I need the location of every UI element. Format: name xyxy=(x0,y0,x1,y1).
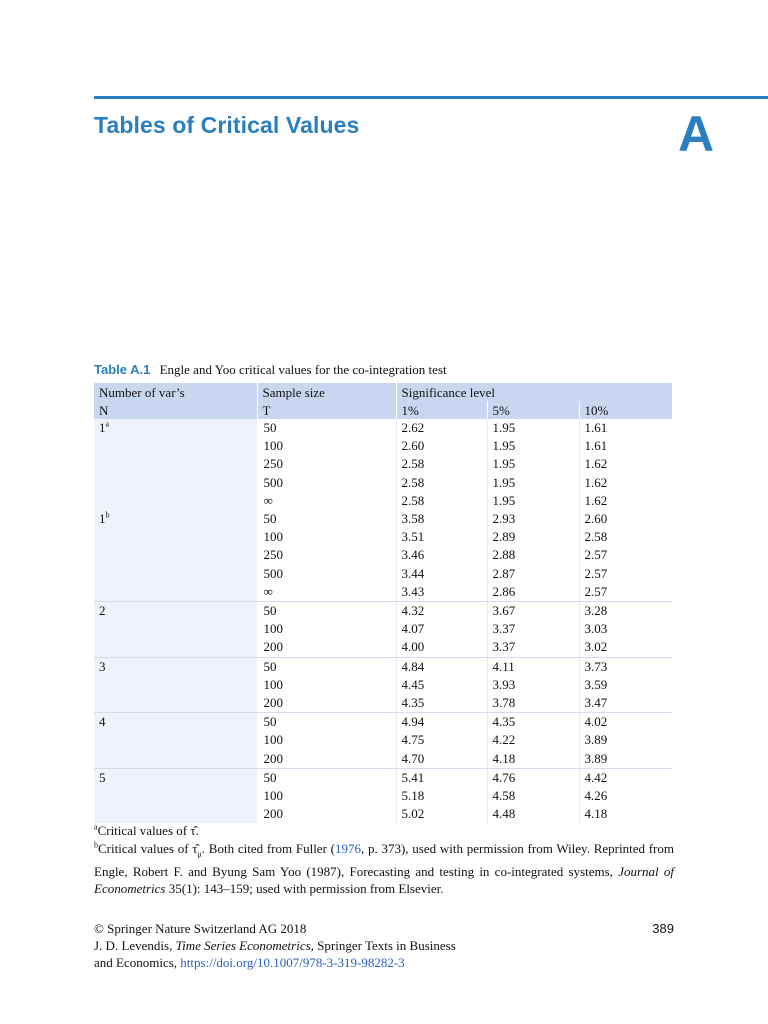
cell-10pct: 4.42 xyxy=(579,768,672,787)
cell-1pct: 2.60 xyxy=(396,437,487,455)
cell-1pct: 4.07 xyxy=(396,620,487,638)
table-caption-label: Table A.1 xyxy=(94,362,151,377)
cell-5pct: 1.95 xyxy=(487,492,579,510)
cell-t: 50 xyxy=(263,714,277,730)
page-footer xyxy=(94,920,674,971)
cell-10pct: 1.62 xyxy=(579,492,672,510)
cell-1pct: 4.84 xyxy=(396,657,487,676)
cell-n-empty xyxy=(94,546,257,564)
cell-1pct: 5.18 xyxy=(396,787,487,805)
cell-1pct: 3.46 xyxy=(396,546,487,564)
header-number-of-vars: Number of var’s xyxy=(99,385,185,400)
table-caption-text: Engle and Yoo critical values for the co-integration test xyxy=(159,362,447,377)
cell-1pct: 2.58 xyxy=(396,474,487,492)
cell-t: 100 xyxy=(263,676,283,692)
cell-5pct: 3.93 xyxy=(487,676,579,694)
header-significance-level: Significance level xyxy=(396,383,672,401)
cell-t: 50 xyxy=(263,658,277,674)
cell-t: 100 xyxy=(263,732,283,748)
cell-n-empty xyxy=(94,620,257,638)
cell-t: 200 xyxy=(257,750,396,769)
cell-10pct: 2.57 xyxy=(579,583,672,602)
header-5pct: 5% xyxy=(487,401,579,419)
cell-5pct: 3.37 xyxy=(487,638,579,657)
table-footnotes xyxy=(94,822,674,898)
table-row xyxy=(94,510,672,528)
table-row xyxy=(94,638,672,657)
cell-n: 4 xyxy=(94,713,257,732)
cell-5pct: 3.78 xyxy=(487,694,579,713)
cell-10pct: 2.58 xyxy=(579,528,672,546)
cell-1pct: 2.58 xyxy=(396,455,487,473)
cell-t: 200 xyxy=(257,694,396,713)
cell-1pct: 3.51 xyxy=(396,528,487,546)
cell-10pct: 3.02 xyxy=(579,638,672,657)
cell-t: 50 xyxy=(263,420,277,435)
header-10pct: 10% xyxy=(579,401,672,419)
header-sample-size: Sample size xyxy=(257,383,396,401)
table-header-row xyxy=(94,383,672,401)
cell-n: 3 xyxy=(94,657,257,676)
cell-t: ∞ xyxy=(257,583,396,602)
fuller-citation-link[interactable]: 1976 xyxy=(334,840,361,856)
cell-t: 500 xyxy=(263,474,283,490)
cell-10pct: 2.57 xyxy=(579,565,672,583)
cell-5pct: 4.76 xyxy=(487,768,579,787)
cell-1pct: 5.02 xyxy=(396,805,487,823)
cell-10pct: 3.73 xyxy=(579,657,672,676)
page-number: 389 xyxy=(652,921,674,936)
table-caption xyxy=(94,362,447,378)
book-citation: J. D. Levendis, Time Series Econometrics, Springer Texts in Business xyxy=(94,938,456,953)
book-citation-continued: and Economics, https://doi.org/10.1007/978-3-319-98282-3 xyxy=(94,955,405,970)
doi-link[interactable]: https://doi.org/10.1007/978-3-319-98282-3 xyxy=(180,955,405,970)
table-row xyxy=(94,528,672,546)
cell-n-empty xyxy=(94,528,257,546)
footnote-a: $^a$Critical values of τ̂. xyxy=(94,822,199,838)
cell-1pct: 4.70 xyxy=(396,750,487,769)
cell-5pct: 2.87 xyxy=(487,565,579,583)
cell-1pct: 4.45 xyxy=(396,676,487,694)
cell-1pct: 4.35 xyxy=(396,694,487,713)
cell-10pct: 4.26 xyxy=(579,787,672,805)
table-row xyxy=(94,546,672,564)
cell-5pct: 4.18 xyxy=(487,750,579,769)
table-row xyxy=(94,437,672,455)
cell-n-empty xyxy=(94,455,257,473)
table-row xyxy=(94,474,672,492)
cell-n-empty xyxy=(94,787,257,805)
cell-t: 500 xyxy=(263,565,283,581)
cell-10pct: 1.61 xyxy=(579,437,672,455)
cell-10pct: 3.28 xyxy=(579,602,672,621)
chapter-letter: A xyxy=(678,106,715,162)
cell-10pct: 3.47 xyxy=(579,694,672,713)
cell-5pct: 2.86 xyxy=(487,583,579,602)
cell-t: 250 xyxy=(263,547,283,563)
cell-n-empty xyxy=(94,583,257,602)
header-t: T xyxy=(257,401,396,419)
cell-t: 50 xyxy=(263,603,277,619)
cell-n-empty xyxy=(94,565,257,583)
cell-n-empty xyxy=(94,474,257,492)
cell-1pct: 5.41 xyxy=(396,768,487,787)
table-row xyxy=(94,419,672,437)
cell-5pct: 3.67 xyxy=(487,602,579,621)
cell-5pct: 4.35 xyxy=(487,713,579,732)
cell-5pct: 3.37 xyxy=(487,620,579,638)
cell-10pct: 3.03 xyxy=(579,620,672,638)
cell-t: 200 xyxy=(257,638,396,657)
table-row xyxy=(94,657,672,676)
cell-5pct: 4.22 xyxy=(487,731,579,749)
cell-1pct: 4.00 xyxy=(396,638,487,657)
cell-n-empty xyxy=(94,731,257,749)
cell-10pct: 3.59 xyxy=(579,676,672,694)
table-subheader-row xyxy=(94,401,672,419)
cell-1pct: 3.44 xyxy=(396,565,487,583)
cell-10pct: 3.89 xyxy=(579,731,672,749)
cell-10pct: 1.62 xyxy=(579,455,672,473)
cell-n: 1$^a$ xyxy=(94,419,257,437)
cell-n: 2 xyxy=(94,602,257,621)
cell-n-empty xyxy=(94,676,257,694)
cell-1pct: 4.94 xyxy=(396,713,487,732)
table-row xyxy=(94,620,672,638)
cell-1pct: 2.62 xyxy=(396,419,487,437)
cell-5pct: 1.95 xyxy=(487,419,579,437)
table-row xyxy=(94,694,672,713)
cell-t: 100 xyxy=(263,621,283,637)
cell-5pct: 4.11 xyxy=(487,657,579,676)
table-row xyxy=(94,713,672,732)
table-row xyxy=(94,583,672,602)
cell-n: 5 xyxy=(94,768,257,787)
cell-1pct: 4.75 xyxy=(396,731,487,749)
cell-5pct: 1.95 xyxy=(487,455,579,473)
cell-10pct: 2.57 xyxy=(579,546,672,564)
cell-1pct: 4.32 xyxy=(396,602,487,621)
header-n: N xyxy=(99,403,109,418)
cell-10pct: 4.18 xyxy=(579,805,672,823)
cell-10pct: 1.62 xyxy=(579,474,672,492)
table-row xyxy=(94,750,672,769)
copyright-line: © Springer Nature Switzerland AG 2018 xyxy=(94,921,307,936)
table-body xyxy=(94,419,672,823)
cell-5pct: 1.95 xyxy=(487,474,579,492)
cell-10pct: 3.89 xyxy=(579,750,672,769)
cell-n-empty xyxy=(94,638,257,657)
footnote-b: $^b$Critical values of $\taû_\mu$. Both cited from Fuller (1976, p. 373), used with permission from Wiley. Reprinted from Engle, Robert F. and Byung Sam Yoo (1987), Forecasting and testing in co-integrated systems, Journal of Econometrics 35(1): 143–159; used with permission from Elsevier. xyxy=(94,840,674,897)
cell-t: 250 xyxy=(263,456,283,472)
cell-1pct: 3.43 xyxy=(396,583,487,602)
cell-t: ∞ xyxy=(263,492,273,508)
cell-10pct: 2.60 xyxy=(579,510,672,528)
cell-10pct: 1.61 xyxy=(579,419,672,437)
cell-5pct: 4.58 xyxy=(487,787,579,805)
cell-t: 100 xyxy=(263,438,283,454)
cell-n: 1$^b$ xyxy=(94,510,257,528)
cell-t: 100 xyxy=(263,529,283,545)
cell-t: 50 xyxy=(263,511,277,527)
cell-n-empty xyxy=(94,492,257,510)
cell-5pct: 1.95 xyxy=(487,437,579,455)
cell-n-empty xyxy=(94,437,257,455)
critical-values-table xyxy=(94,383,672,823)
table-row xyxy=(94,676,672,694)
cell-5pct: 4.48 xyxy=(487,805,579,823)
header-1pct: 1% xyxy=(396,401,487,419)
cell-5pct: 2.89 xyxy=(487,528,579,546)
cell-n-empty xyxy=(94,750,257,769)
table-row xyxy=(94,768,672,787)
cell-t: 50 xyxy=(263,769,277,785)
table-row xyxy=(94,492,672,510)
cell-n-empty xyxy=(94,694,257,713)
table-row xyxy=(94,602,672,621)
cell-t: 200 xyxy=(263,806,283,822)
cell-1pct: 3.58 xyxy=(396,510,487,528)
cell-t: 100 xyxy=(263,788,283,804)
cell-5pct: 2.93 xyxy=(487,510,579,528)
cell-1pct: 2.58 xyxy=(396,492,487,510)
table-row xyxy=(94,731,672,749)
cell-10pct: 4.02 xyxy=(579,713,672,732)
chapter-title: Tables of Critical Values xyxy=(94,112,360,138)
cell-n-empty xyxy=(94,805,257,823)
table-row xyxy=(94,565,672,583)
table-row xyxy=(94,787,672,805)
table-row xyxy=(94,805,672,823)
table-row xyxy=(94,455,672,473)
cell-5pct: 2.88 xyxy=(487,546,579,564)
chapter-top-rule xyxy=(94,96,768,99)
